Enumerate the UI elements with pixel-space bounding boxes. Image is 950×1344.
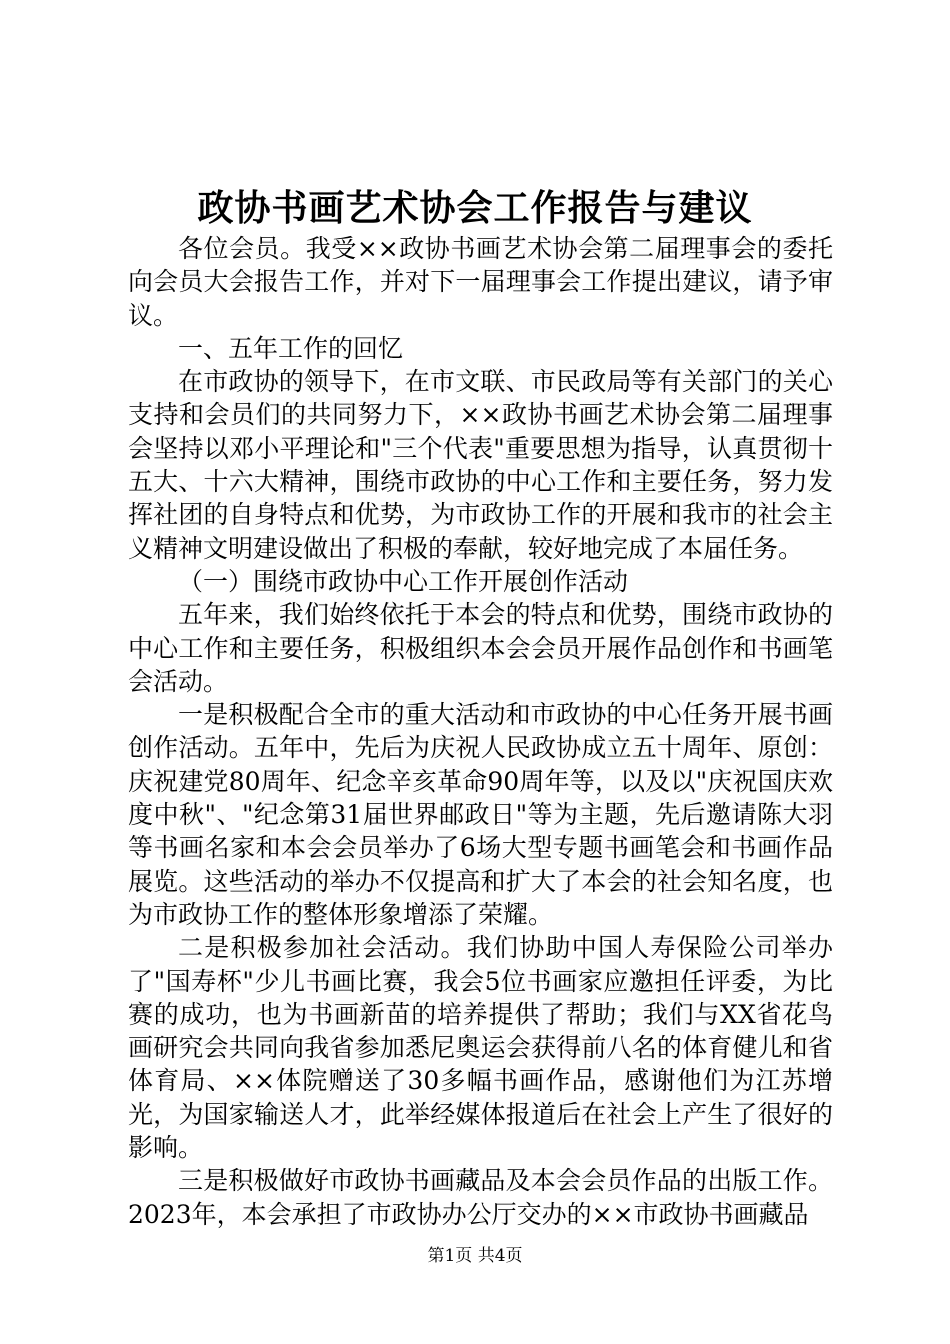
section-heading-1: 一、五年工作的回忆 <box>178 333 404 363</box>
paragraph-point-1: 一是积极配合全市的重大活动和市政协的中心任务开展书画创作活动。五年中，先后为庆祝人民政协成立五十周年、原创：庆祝建党80周年、纪念辛亥革命90周年等，以及以"庆祝国庆欢度中秋"、"纪念第31届世界邮政日"等为主题，先后邀请陈大羽等书画名家和本会会员举办了6场大型专题书画笔会和书画作品展览。这些活动的举办不仅提高和扩大了本会的社会知名度，也为市政协工作的整体形象增添了荣耀。 <box>128 700 833 929</box>
document-title: 政协书画艺术协会工作报告与建议 <box>197 187 753 229</box>
paragraph-overview: 在市政协的领导下，在市文联、市民政局等有关部门的关心支持和会员们的共同努力下，××政协书画艺术协会第二届理事会坚持以邓小平理论和"三个代表"重要思想为指导，认真贯彻十五大、十六大精神，围绕市政协的中心工作和主要任务，努力发挥社团的自身特点和优势，为市政协工作的开展和我市的社会主义精神文明建设做出了积极的奉献，较好地完成了本届任务。 <box>128 367 833 563</box>
document-body <box>128 232 833 1231</box>
subsection-heading-1: （一）围绕市政协中心工作开展创作活动 <box>178 566 629 596</box>
page-footer: 第1页 共4页 <box>427 1246 523 1266</box>
paragraph-greeting: 各位会员。我受××政协书画艺术协会第二届理事会的委托向会员大会报告工作，并对下一届理事会工作提出建议，请予审议。 <box>128 234 833 330</box>
paragraph-point-2: 二是积极参加社会活动。我们协助中国人寿保险公司举办了"国寿杯"少儿书画比赛，我会5位书画家应邀担任评委，为比赛的成功，也为书画新苗的培养提供了帮助；我们与XX省花鸟画研究会共同向我省参加悉尼奥运会获得前八名的体育健儿和省体育局、××体院赠送了30多幅书画作品，感谢他们为江苏增光，为国家输送人才，此举经媒体报道后在社会上产生了很好的影响。 <box>128 933 833 1163</box>
paragraph-point-3: 三是积极做好市政协书画藏品及本会会员作品的出版工作。2023年，本会承担了市政协办公厅交办的××市政协书画藏品 <box>128 1166 833 1229</box>
paragraph-five-years: 五年来，我们始终依托于本会的特点和优势，围绕市政协的中心工作和主要任务，积极组织本会会员开展作品创作和书画笔会活动。 <box>128 600 833 696</box>
